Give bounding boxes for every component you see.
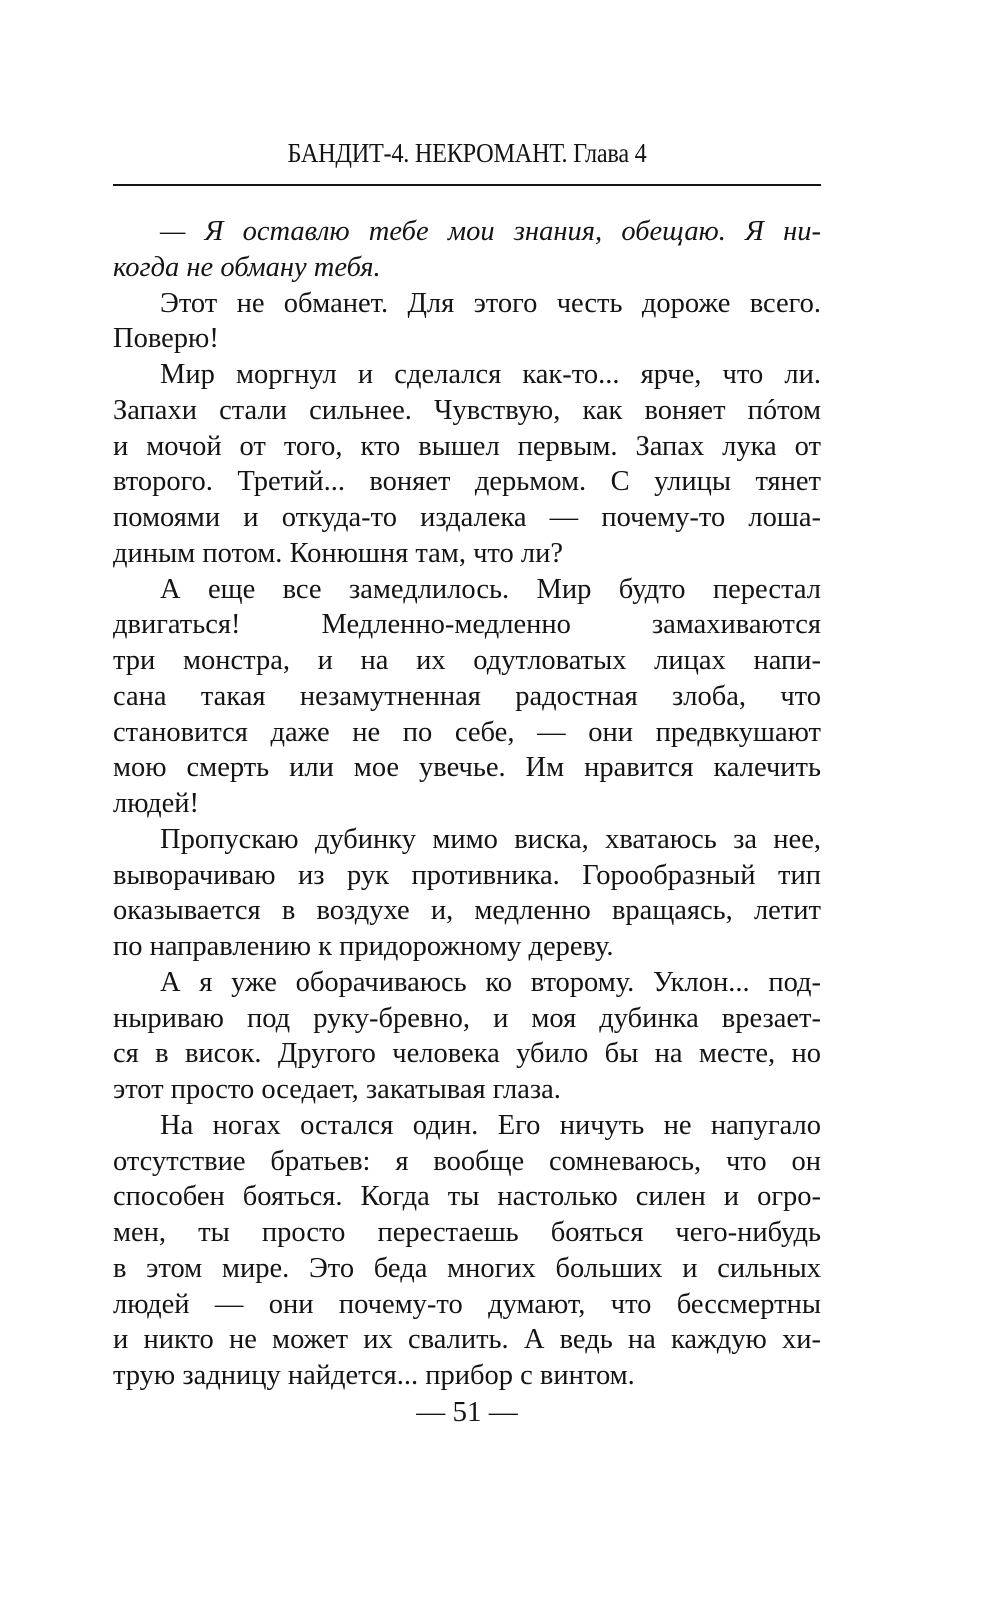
text-line: мен, ты просто перестаешь бояться чего-нибудь — [113, 1217, 821, 1248]
text-line: А я уже оборачиваюсь ко второму. Уклон... под- — [160, 966, 821, 998]
text-line: мою смерть или мое увечье. Им нравится калечить — [113, 752, 821, 784]
text-line: Запахи стали сильнее. Чувствую, как воняет пóтом — [113, 394, 821, 426]
text-line: Поверю! — [113, 323, 219, 355]
text-line: Мир моргнул и сделался как-то... ярче, что ли. — [160, 359, 821, 390]
text-line: двигаться! Медленно-медленно замахиваются — [113, 609, 821, 641]
text-line: и мочой от того, кто вышел первым. Запах лука от — [113, 430, 821, 462]
text-line: по направлению к придорожному дереву. — [113, 931, 614, 962]
text-line: трую задницу найдется... прибор с винтом. — [113, 1360, 635, 1391]
text-line: второго. Третий... воняет дерьмом. С улицы тянет — [113, 466, 821, 498]
text-line: когда не обману тебя. — [113, 251, 381, 283]
text-line: в этом мире. Это беда многих больших и сильных — [113, 1252, 821, 1284]
text-line: А еще все замедлилось. Мир будто перестал — [160, 573, 821, 605]
text-line: людей — они почему-то думают, что бессмертны — [113, 1288, 821, 1320]
text-line: и никто не может их свалить. А ведь на каждую хи- — [113, 1324, 821, 1356]
text-line: ныриваю под руку-бревно, и моя дубинка врезает- — [113, 1002, 821, 1034]
text-line: этот просто оседает, закатывая глаза. — [113, 1074, 561, 1105]
header-rule — [113, 184, 821, 186]
body-text — [113, 214, 821, 1394]
text-line: отсутствие братьев: я вообще сомневаюсь, что он — [113, 1145, 821, 1177]
text-line: сана такая незамутненная радостная злоба, что — [113, 680, 821, 712]
text-line: Пропускаю дубинку мимо виска, хватаюсь за нее, — [160, 823, 821, 855]
text-line: диным потом. Конюшня там, что ли? — [113, 537, 563, 569]
text-line: На ногах остался один. Его ничуть не напугало — [160, 1109, 821, 1141]
running-head-title: БАНДИТ-4. НЕКРОМАНТ. Глава 4 — [287, 138, 647, 168]
text-line: три монстра, и на их одутловатых лицах напи- — [113, 645, 821, 676]
text-line: способен бояться. Когда ты настолько силен и огро- — [113, 1181, 821, 1213]
text-line: становится даже не по себе, — они предвкушают — [113, 716, 821, 748]
text-line: ся в висок. Другого человека убило бы на месте, но — [113, 1038, 821, 1070]
page-number: — 51 — — [416, 1396, 518, 1428]
text-line: оказывается в воздухе и, медленно вращаясь, летит — [113, 895, 821, 927]
text-line: выворачиваю из рук противника. Горообразный тип — [113, 859, 821, 891]
text-line: — Я оставлю тебе мои знания, обещаю. Я ни- — [160, 216, 821, 247]
text-line: помоями и откуда-то издалека — почему-то лоша- — [113, 502, 821, 533]
text-line: людей! — [113, 788, 199, 819]
text-line: Этот не обманет. Для этого честь дороже всего. — [160, 287, 821, 319]
